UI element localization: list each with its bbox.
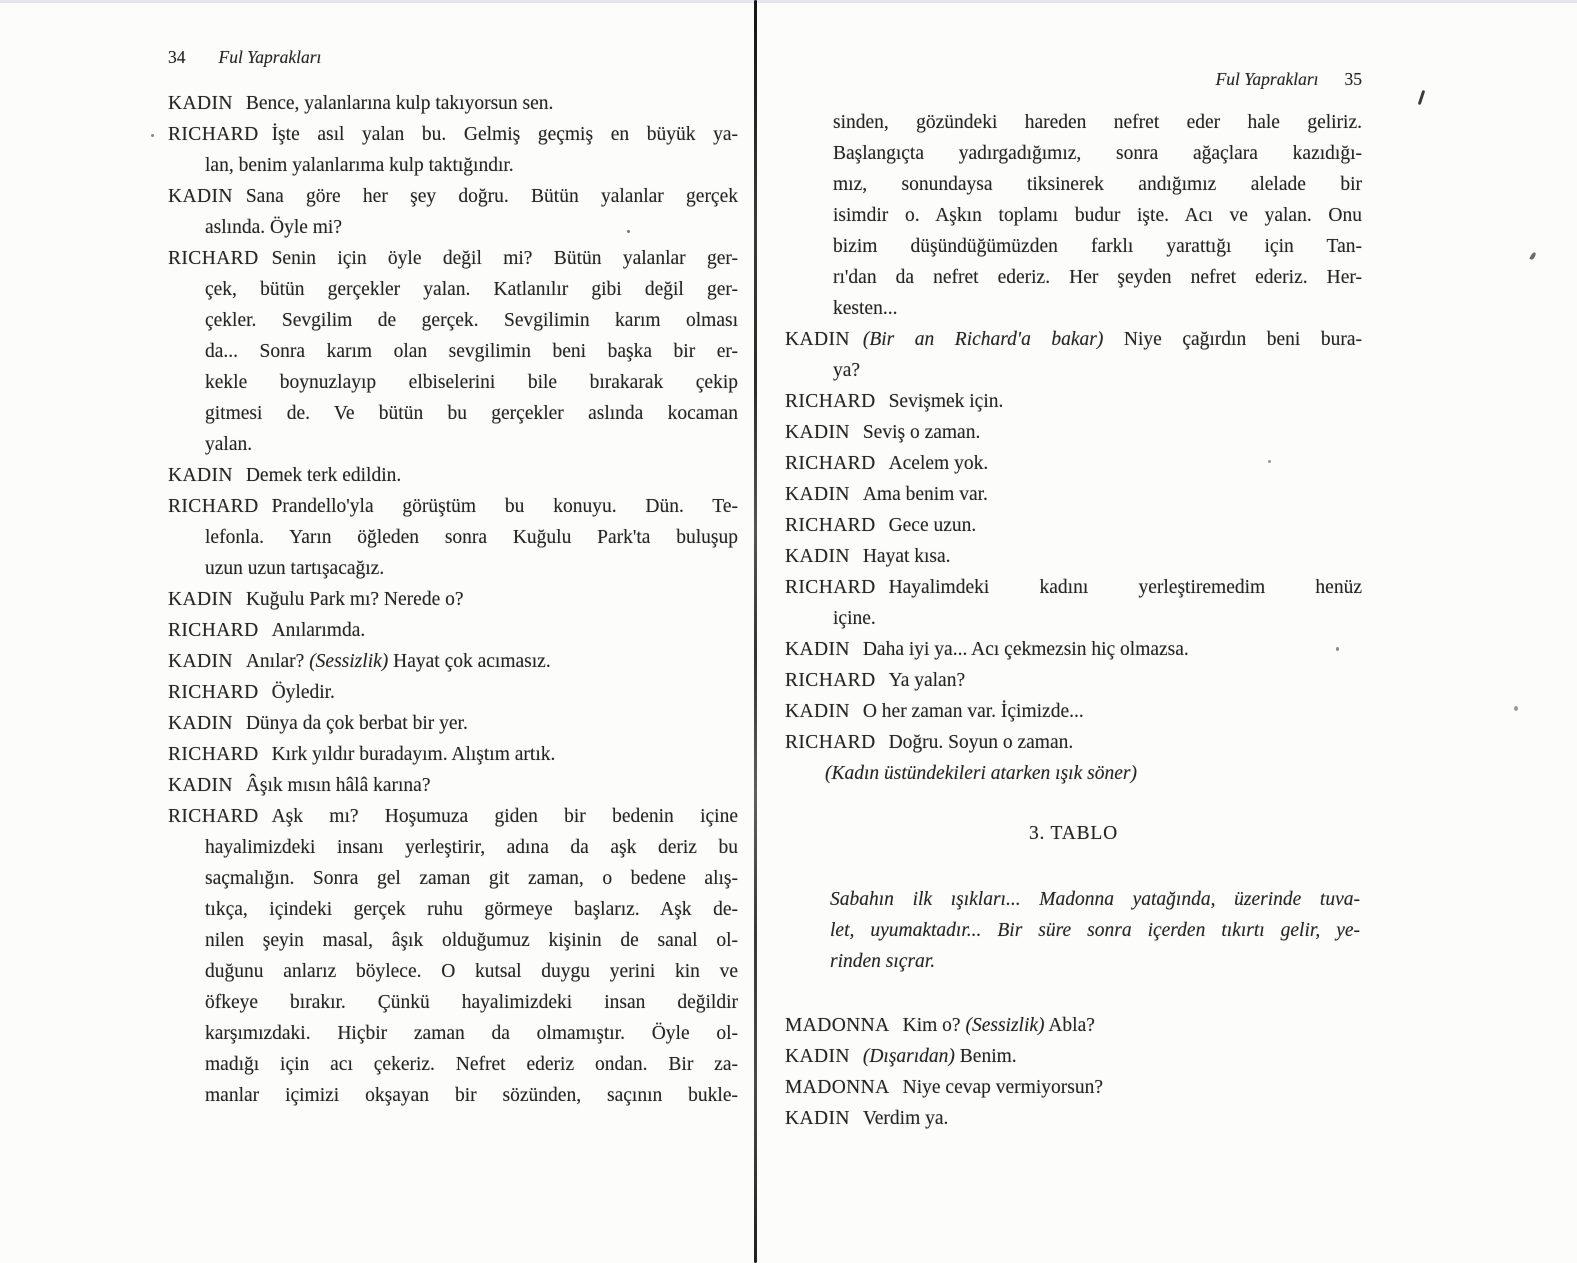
- text-segment: Seviş o zaman.: [862, 422, 981, 443]
- text-segment: Gece uzun.: [888, 515, 977, 536]
- text-line: [785, 231, 1362, 262]
- speaker-name: RICHARD: [785, 391, 876, 412]
- text-line: [168, 119, 738, 150]
- text-line: [168, 243, 738, 274]
- text-segment: Sana göre her şey doğru. Bütün yalanlar gerçek: [245, 186, 738, 207]
- text-line: [785, 572, 1362, 603]
- speaker-name: RICHARD: [168, 620, 259, 641]
- speaker-name: KADIN: [168, 651, 233, 672]
- page-header-left: [168, 46, 738, 68]
- text-line: [168, 584, 738, 615]
- text-line: [168, 646, 738, 677]
- dialogue-block: [168, 584, 738, 615]
- stage-block: [785, 758, 1362, 789]
- text-line: [168, 677, 738, 708]
- text-segment: Dünya da çok berbat bir yer.: [245, 713, 468, 734]
- text-line: [168, 336, 738, 367]
- dialogue-block: [785, 541, 1362, 572]
- text-line: [785, 727, 1362, 758]
- text-segment: Âşık mısın hâlâ karına?: [245, 775, 431, 796]
- text-segment: Kırk yıldır buradayım. Alıştım artık.: [271, 744, 556, 765]
- text-segment: Anılar?: [245, 651, 310, 672]
- text-segment: Aşk mı? Hoşumuza giden bir bedenin içine: [271, 806, 738, 827]
- text-line: [168, 770, 738, 801]
- text-segment: Kuğulu Park mı? Nerede o?: [245, 589, 464, 610]
- text-line: [785, 510, 1362, 541]
- scan-artifact-slash: [1418, 90, 1425, 105]
- text-line: [785, 1010, 1362, 1041]
- text-segment: Niye çağırdın beni bura-: [1103, 329, 1363, 350]
- text-line: [785, 293, 1362, 324]
- speaker-name: RICHARD: [168, 744, 259, 765]
- stage-direction-inline: (Bir an Richard'a bakar): [862, 329, 1104, 350]
- text-segment: Sevişmek için.: [888, 391, 1004, 412]
- text-segment: Acelem yok.: [888, 453, 989, 474]
- text-line: [785, 200, 1362, 231]
- text-segment: lan, benim yalanlarıma kulp taktığındır.: [205, 155, 514, 176]
- speaker-name: RICHARD: [785, 515, 876, 536]
- text-line: [785, 915, 1362, 946]
- text-segment: İşte asıl yalan bu. Gelmiş geçmiş en büyük ya-: [271, 124, 738, 145]
- dialogue-block: [168, 119, 738, 181]
- speaker-name: KADIN: [168, 775, 233, 796]
- dialogue-block: [785, 417, 1362, 448]
- text-line: [168, 1018, 738, 1049]
- dialogue-block: [785, 386, 1362, 417]
- text-segment: Ama benim var.: [862, 484, 988, 505]
- scan-artifact-speck: [151, 134, 154, 137]
- text-segment: aslında. Öyle mi?: [205, 217, 343, 238]
- speaker-name: KADIN: [168, 93, 233, 114]
- scan-artifact-speck: [1268, 460, 1271, 463]
- speaker-name: RICHARD: [168, 806, 259, 827]
- text-line: [785, 818, 1362, 849]
- text-line: [168, 181, 738, 212]
- text-line: [168, 739, 738, 770]
- text-line: [168, 1080, 738, 1111]
- text-line: [168, 801, 738, 832]
- dialogue-block: [785, 1041, 1362, 1072]
- par-block: [785, 107, 1362, 324]
- text-segment: Kim o?: [902, 1015, 966, 1036]
- right-page-body: [785, 107, 1362, 1134]
- dialogue-block: [785, 448, 1362, 479]
- text-line: [168, 460, 738, 491]
- dialogue-block: [785, 1103, 1362, 1134]
- text-segment: Hayat çok acımasız.: [388, 651, 551, 672]
- text-line: [785, 603, 1362, 634]
- speaker-name: KADIN: [785, 329, 850, 350]
- text-segment: Benim.: [954, 1046, 1017, 1067]
- dialogue-block: [168, 770, 738, 801]
- dialogue-block: [785, 324, 1362, 386]
- page-number: 34: [168, 47, 186, 67]
- text-line: [785, 1072, 1362, 1103]
- dialogue-block: [168, 491, 738, 584]
- page-header-right: [785, 68, 1362, 90]
- scan-artifact-speck: [1514, 706, 1518, 711]
- dialogue-block: [785, 696, 1362, 727]
- scan-artifact-speck: [627, 230, 630, 233]
- dialogue-block: [785, 665, 1362, 696]
- right-page: [785, 68, 1362, 1134]
- dialogue-block: [168, 801, 738, 1111]
- dialogue-block: [785, 479, 1362, 510]
- dialogue-block: [168, 181, 738, 243]
- dialogue-block: [168, 677, 738, 708]
- text-line: [785, 541, 1362, 572]
- text-line: [168, 367, 738, 398]
- speaker-name: RICHARD: [168, 248, 259, 269]
- speaker-name: KADIN: [785, 546, 850, 567]
- text-line: [785, 138, 1362, 169]
- speaker-name: MADONNA: [785, 1077, 890, 1098]
- text-segment: öfkeye bırakır. Çünkü hayalimizdeki insan değildir: [205, 992, 738, 1013]
- speaker-name: KADIN: [785, 701, 850, 722]
- text-segment: Abla?: [1044, 1015, 1095, 1036]
- text-segment: bizim düşündüğümüzden farklı yarattığı için Tan-: [833, 236, 1362, 257]
- text-segment: içine.: [833, 608, 876, 629]
- text-line: [785, 169, 1362, 200]
- text-line: [785, 417, 1362, 448]
- text-segment: çek, bütün gerçekler yalan. Katlanılır gibi değil ger-: [205, 279, 738, 300]
- speaker-name: KADIN: [168, 186, 233, 207]
- text-line: [168, 398, 738, 429]
- dialogue-block: [785, 572, 1362, 634]
- speaker-name: KADIN: [168, 589, 233, 610]
- speaker-name: KADIN: [785, 1108, 850, 1129]
- dialogue-block: [785, 1010, 1362, 1041]
- text-line: [168, 212, 738, 243]
- scan-artifact-speck: [1529, 252, 1536, 261]
- text-line: [785, 884, 1362, 915]
- text-segment: kekle boynuzlayıp elbiselerini bile bırakarak çekip: [205, 372, 738, 393]
- text-segment: rı'dan da nefret ederiz. Her şeyden nefret ederiz. Her-: [833, 267, 1362, 288]
- text-line: [168, 274, 738, 305]
- text-line: [785, 946, 1362, 977]
- text-line: [785, 1041, 1362, 1072]
- text-segment: Öyledir.: [271, 682, 335, 703]
- text-segment: Senin için öyle değil mi? Bütün yalanlar ger-: [271, 248, 738, 269]
- text-segment: Daha iyi ya... Acı çekmezsin hiç olmazsa.: [862, 639, 1189, 660]
- text-segment: gitmesi de. Ve bütün bu gerçekler aslında kocaman: [205, 403, 738, 424]
- text-segment: Doğru. Soyun o zaman.: [888, 732, 1074, 753]
- text-line: [785, 107, 1362, 138]
- dialogue-block: [785, 727, 1362, 758]
- text-segment: Sabahın ilk ışıkları... Madonna yatağında, üzerinde tuva-: [830, 889, 1360, 910]
- text-line: [168, 708, 738, 739]
- dialogue-block: [168, 646, 738, 677]
- text-segment: rinden sıçrar.: [830, 951, 936, 972]
- dialogue-block: [168, 460, 738, 491]
- scan-top-edge: [0, 0, 1577, 3]
- note-block: [785, 884, 1362, 977]
- text-segment: Anılarımda.: [271, 620, 366, 641]
- speaker-name: KADIN: [785, 1046, 850, 1067]
- heading-block: [785, 818, 1362, 849]
- speaker-name: MADONNA: [785, 1015, 890, 1036]
- stage-direction-inline: (Dışarıdan): [862, 1046, 955, 1067]
- text-segment: Hayat kısa.: [862, 546, 951, 567]
- speaker-name: RICHARD: [785, 670, 876, 691]
- text-segment: karşımızdaki. Hiçbir zaman da olmamıştır. Öyle ol-: [205, 1023, 738, 1044]
- dialogue-block: [168, 739, 738, 770]
- text-line: [785, 665, 1362, 696]
- speaker-name: RICHARD: [785, 732, 876, 753]
- text-segment: nilen şeyin masal, âşık olduğumuz kişinin de sanal ol-: [205, 930, 738, 951]
- dialogue-block: [168, 88, 738, 119]
- text-line: [785, 386, 1362, 417]
- text-segment: let, uyumaktadır... Bir süre sonra içerden tıkırtı gelir, ye-: [830, 920, 1360, 941]
- text-line: [168, 522, 738, 553]
- text-segment: da... Sonra karım olan sevgilimin beni başka bir er-: [205, 341, 738, 362]
- text-segment: isimdir o. Aşkın toplamı budur işte. Acı ve yalan. Onu: [833, 205, 1362, 226]
- text-segment: tıkça, içindeki gerçek ruhu görmeye başlarız. Aşk de-: [205, 899, 738, 920]
- text-line: [785, 262, 1362, 293]
- dialogue-block: [785, 634, 1362, 665]
- text-line: [168, 863, 738, 894]
- text-line: [168, 553, 738, 584]
- left-page-body: [168, 88, 738, 1111]
- speaker-name: KADIN: [785, 422, 850, 443]
- running-title: Ful Yaprakları: [1215, 69, 1319, 89]
- speaker-name: RICHARD: [785, 453, 876, 474]
- text-line: [168, 832, 738, 863]
- text-line: [785, 758, 1362, 789]
- text-line: [168, 925, 738, 956]
- text-line: [168, 150, 738, 181]
- speaker-name: RICHARD: [168, 124, 259, 145]
- page-number: 35: [1344, 69, 1362, 89]
- text-line: [168, 987, 738, 1018]
- dialogue-block: [785, 1072, 1362, 1103]
- speaker-name: KADIN: [785, 639, 850, 660]
- text-segment: Niye cevap vermiyorsun?: [902, 1077, 1103, 1098]
- text-segment: hayalimizdeki insanı yerleştirir, adına da aşk deriz bu: [205, 837, 738, 858]
- dialogue-block: [168, 615, 738, 646]
- text-segment: lefonla. Yarın öğleden sonra Kuğulu Park'ta buluşup: [205, 527, 738, 548]
- text-line: [168, 1049, 738, 1080]
- dialogue-block: [168, 708, 738, 739]
- text-segment: kesten...: [833, 298, 898, 319]
- text-segment: Hayalimdeki kadını yerleştiremedim henüz: [888, 577, 1362, 598]
- text-line: [168, 894, 738, 925]
- text-line: [168, 429, 738, 460]
- speaker-name: RICHARD: [785, 577, 876, 598]
- text-segment: madığı için acı çekeriz. Nefret ederiz ondan. Bir za-: [205, 1054, 738, 1075]
- book-spine-gutter: [754, 0, 757, 1263]
- text-segment: (Kadın üstündekileri atarken ışık söner): [825, 763, 1137, 784]
- text-line: [785, 1103, 1362, 1134]
- stage-direction-inline: (Sessizlik): [965, 1015, 1045, 1036]
- text-line: [168, 88, 738, 119]
- text-segment: sinden, gözündeki hareden nefret eder hale geliriz.: [833, 112, 1362, 133]
- text-line: [785, 324, 1362, 355]
- text-segment: Ya yalan?: [888, 670, 966, 691]
- text-line: [785, 634, 1362, 665]
- text-line: [168, 491, 738, 522]
- text-segment: mız, sonundaysa tiksinerek andığımız alelade bir: [833, 174, 1362, 195]
- text-segment: Bence, yalanlarına kulp takıyorsun sen.: [245, 93, 554, 114]
- left-page: [168, 46, 738, 1111]
- text-segment: Başlangıçta yadırgadığımız, sonra ağaçlara kazıdığı-: [833, 143, 1362, 164]
- text-segment: yalan.: [205, 434, 253, 455]
- text-line: [168, 956, 738, 987]
- scan-artifact-speck: [1336, 647, 1339, 651]
- text-segment: Demek terk edildin.: [245, 465, 402, 486]
- text-line: [785, 355, 1362, 386]
- speaker-name: KADIN: [168, 713, 233, 734]
- text-segment: çekler. Sevgilim de gerçek. Sevgilimin karım olması: [205, 310, 738, 331]
- speaker-name: KADIN: [785, 484, 850, 505]
- speaker-name: RICHARD: [168, 682, 259, 703]
- dialogue-block: [168, 243, 738, 460]
- speaker-name: KADIN: [168, 465, 233, 486]
- stage-direction-inline: (Sessizlik): [309, 651, 389, 672]
- text-segment: 3. TABLO: [1029, 823, 1118, 844]
- text-segment: saçmalığın. Sonra gel zaman git zaman, o bedene alış-: [205, 868, 738, 889]
- text-line: [785, 448, 1362, 479]
- text-line: [168, 615, 738, 646]
- text-line: [785, 696, 1362, 727]
- text-segment: duğunu anlarız böylece. O kutsal duygu yerini kin ve: [205, 961, 738, 982]
- text-segment: Prandello'yla görüştüm bu konuyu. Dün. Te-: [271, 496, 738, 517]
- speaker-name: RICHARD: [168, 496, 259, 517]
- text-segment: ya?: [833, 360, 861, 381]
- text-segment: O her zaman var. İçimizde...: [862, 701, 1084, 722]
- dialogue-block: [785, 510, 1362, 541]
- text-segment: Verdim ya.: [862, 1108, 949, 1129]
- running-title: Ful Yaprakları: [218, 47, 322, 67]
- text-line: [785, 479, 1362, 510]
- text-segment: uzun uzun tartışacağız.: [205, 558, 385, 579]
- text-line: [168, 305, 738, 336]
- text-segment: manlar içimizi okşayan bir sözünden, saçının bukle-: [205, 1085, 738, 1106]
